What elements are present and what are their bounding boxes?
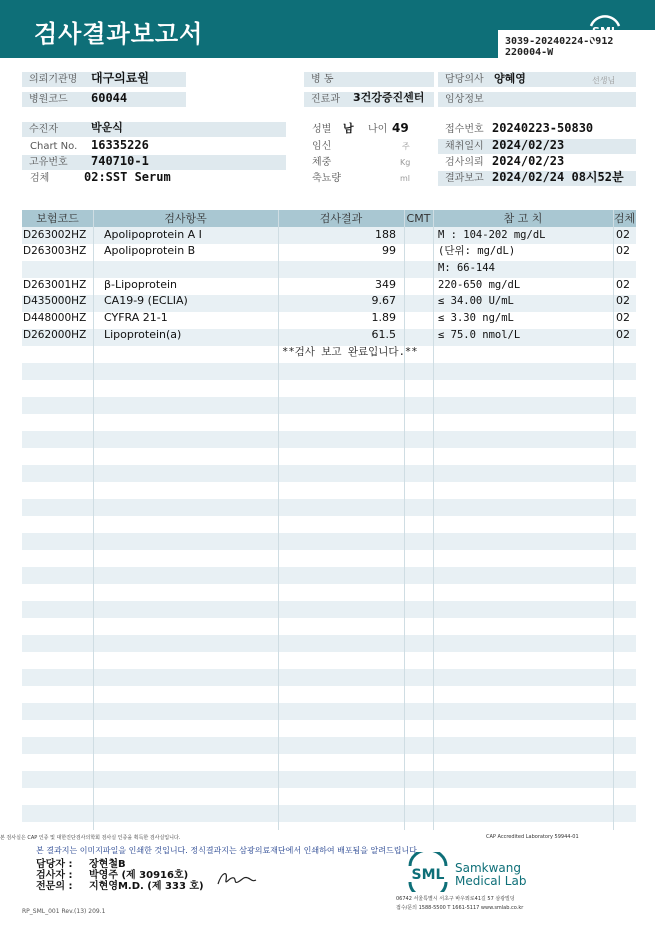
pregnancy-unit: 주 <box>402 142 410 151</box>
test-result-cell: 349 <box>375 278 396 291</box>
specimen-cell: 02 <box>616 311 630 324</box>
specimen-cell: 02 <box>616 228 630 241</box>
department-value: 3건강증진센터 <box>353 91 425 104</box>
specimen-cell: 02 <box>616 294 630 307</box>
test-item-cell: CA19-9 (ECLIA) <box>104 294 188 307</box>
department-label: 진료과 <box>304 92 434 107</box>
col-header-result: 검사결과 <box>319 212 363 225</box>
completion-message: **검사 보고 완료입니다.** <box>282 346 418 358</box>
table-row-stripe <box>22 261 636 278</box>
test-result-cell: 9.67 <box>371 294 396 307</box>
col-header-code: 보험코드 <box>36 212 79 225</box>
table-row-stripe <box>22 533 636 550</box>
urine-unit: ml <box>400 174 411 183</box>
col-header-specimen: 검체 <box>613 212 636 225</box>
weight-unit: Kg <box>400 158 411 167</box>
test-result-cell: 1.89 <box>371 311 396 324</box>
table-row-stripe <box>22 703 636 720</box>
table-row-stripe <box>22 431 636 448</box>
table-row-stripe <box>22 397 636 414</box>
column-divider <box>613 210 614 830</box>
col-header-ref: 참 고 치 <box>503 212 543 225</box>
col-header-cmt: CMT <box>406 212 431 225</box>
requesting-org-label: 의뢰기관명 <box>22 72 186 87</box>
table-row-stripe <box>22 805 636 822</box>
reference-range-cell: ≤ 75.0 nmol/L <box>438 329 521 341</box>
age-label: 나이 <box>368 124 388 135</box>
sex-label: 성별 <box>312 124 332 135</box>
hospital-code-label: 병원코드 <box>22 92 186 107</box>
unique-no-label: 고유번호 <box>22 155 286 170</box>
svg-text:SML: SML <box>411 867 445 883</box>
reference-range-cell: ≤ 34.00 U/mL <box>438 295 514 307</box>
test-item-cell: Apolipoprotein A I <box>104 228 202 241</box>
table-row-stripe <box>22 465 636 482</box>
ward-label: 병 동 <box>304 72 434 87</box>
insurance-code-cell: D448000HZ <box>23 312 87 324</box>
chart-no-label: Chart No. <box>30 141 78 152</box>
lab-contact: 접수/문의 1588-5500 T 1661-5117 www.smlab.co.kr <box>396 905 524 911</box>
receipt-no-value: 20240223-50830 <box>492 121 594 135</box>
table-row-stripe <box>22 635 636 652</box>
reference-range-cell: ≤ 3.30 ng/mL <box>438 312 514 324</box>
print-notice: 본 결과지는 이미지파일을 인쇄한 것입니다. 정식결과지는 삼광의료재단에서 인쇄하여 배포됨을 알려드립니다. <box>36 846 420 855</box>
test-item-cell: Lipoprotein(a) <box>104 328 182 341</box>
col-header-item: 검사항목 <box>164 212 207 225</box>
lab-name <box>455 862 526 888</box>
test-result-cell: 61.5 <box>371 328 396 341</box>
table-row-stripe <box>22 567 636 584</box>
test-item-cell: Apolipoprotein B <box>104 244 196 257</box>
urine-label: 축뇨량 <box>312 173 341 184</box>
examiner-label: 검사자 : <box>36 870 73 881</box>
lab-address: 06742 서울특별시 서초구 바우뫼로41길 57 삼광빌딩 <box>396 896 515 902</box>
test-item-cell: β-Lipoprotein <box>104 278 177 291</box>
sml-logo-text: SML <box>592 25 618 38</box>
table-row-stripe <box>22 499 636 516</box>
reference-range-cell: M : 104-202 mg/dL <box>438 229 546 241</box>
specialist-label: 전문의 : <box>36 881 73 892</box>
hospital-code-value: 60044 <box>91 91 128 105</box>
signature-icon <box>214 866 258 890</box>
reference-range-cell: 220-650 mg/dL <box>438 279 521 291</box>
report-date-value: 2024/02/24 08시52분 <box>492 170 624 184</box>
test-result-cell: 188 <box>375 228 396 241</box>
doctor-value: 양혜영 <box>494 72 526 85</box>
table-row-stripe <box>22 363 636 380</box>
lab-name-line2: Medical Lab <box>455 874 527 888</box>
column-divider <box>433 210 434 830</box>
report-title: 검사결과보고서 <box>34 20 204 48</box>
requesting-org-value: 대구의료원 <box>91 71 149 85</box>
manager-label: 담당자 : <box>36 859 73 870</box>
report-id-line1: 3039-20240224-0912 <box>505 36 614 47</box>
unique-no-value: 740710-1 <box>91 154 149 168</box>
table-row-stripe <box>22 601 636 618</box>
insurance-code-cell: D435000HZ <box>23 295 87 307</box>
doctor-suffix: 선생님 <box>592 76 616 85</box>
collect-date-label: 채취일시 <box>438 139 636 154</box>
receipt-no-label: 접수번호 <box>445 124 484 135</box>
sex-value: 남 <box>343 122 354 135</box>
insurance-code-cell: D263002HZ <box>23 229 87 241</box>
report-id-line2: 220004-W <box>505 47 554 58</box>
insurance-code-cell: D263001HZ <box>23 279 87 291</box>
specimen-cell: 02 <box>616 328 630 341</box>
test-item-cell: CYFRA 21-1 <box>104 311 168 324</box>
insurance-code-cell: D262000HZ <box>23 329 87 341</box>
patient-value: 박운식 <box>91 121 123 134</box>
pregnancy-label: 임신 <box>312 141 332 152</box>
patient-label: 수진자 <box>22 122 286 137</box>
specimen-label: 검체 <box>30 173 50 184</box>
specimen-cell: 02 <box>616 278 630 291</box>
fineprint-right: CAP Accredited Laboratory 59944-01 <box>486 834 579 840</box>
sml-logo-icon <box>585 10 625 50</box>
collect-date-value: 2024/02/23 <box>492 138 565 152</box>
report-date-label: 결과보고 <box>438 171 636 186</box>
fineprint-left: 본 검사실은 CAP 인증 및 대한진단검사의학회 검사실 인증을 획득한 검사실입니다. <box>0 835 181 841</box>
reference-range-cell: M: 66-144 <box>438 262 495 274</box>
specialist-value: 지현영M.D. (제 333 호) <box>89 881 204 892</box>
reference-range-cell: (단위: mg/dL) <box>438 245 516 257</box>
examiner-value: 박영주 (제 30916호) <box>89 870 189 881</box>
table-row-stripe <box>22 737 636 754</box>
test-result-cell: 99 <box>382 244 396 257</box>
form-code: RP_SML_001 Rev.(13) 209.1 <box>22 908 106 915</box>
specimen-cell: 02 <box>616 244 630 257</box>
column-divider <box>93 210 94 830</box>
column-divider <box>404 210 405 830</box>
insurance-code-cell: D263003HZ <box>23 245 87 257</box>
chart-no-value: 16335226 <box>91 138 149 152</box>
request-date-label: 검사의뢰 <box>445 157 484 168</box>
manager-value: 장현철B <box>89 859 126 870</box>
weight-label: 체중 <box>312 157 332 168</box>
clinical-info-label: 임상정보 <box>438 92 636 107</box>
samkwang-logo-icon <box>404 852 452 892</box>
specimen-value: 02:SST Serum <box>84 170 171 184</box>
request-date-value: 2024/02/23 <box>492 154 565 168</box>
table-row-stripe <box>22 669 636 686</box>
table-row-stripe <box>22 771 636 788</box>
lab-name-line1: Samkwang <box>455 861 521 875</box>
age-value: 49 <box>392 121 409 135</box>
doctor-label: 담당의사 <box>438 72 636 87</box>
